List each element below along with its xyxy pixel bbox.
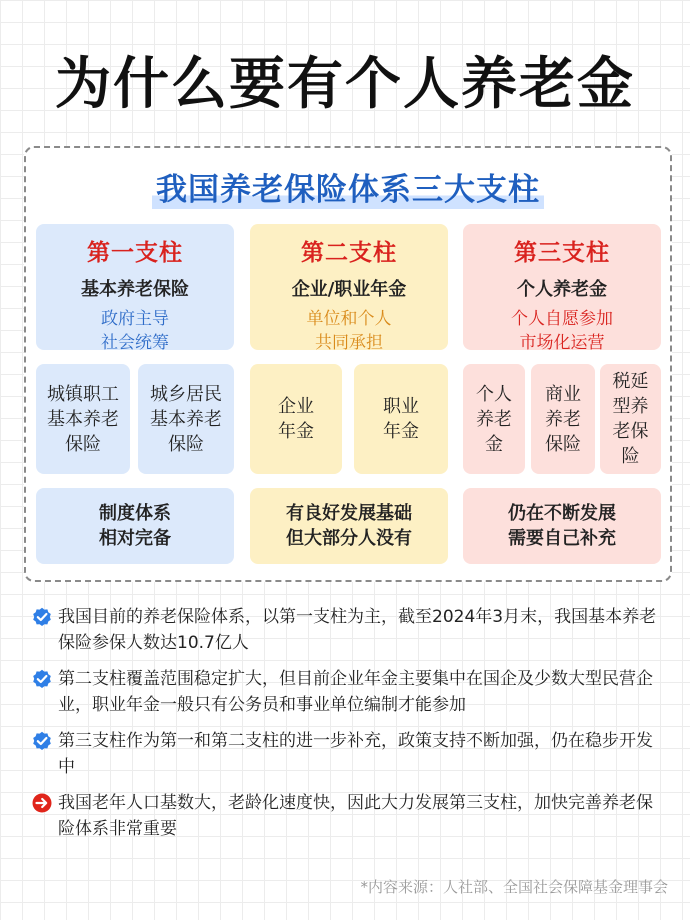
pillar-2-item-2: 职业 年金 <box>354 364 448 474</box>
bullet-text-2: 第二支柱覆盖范围稳定扩大，但目前企业年金主要集中在国企及少数大型民营企业，职业年金一般只有公务员和事业单位编制才能参加 <box>58 669 653 715</box>
check-badge-icon <box>32 607 52 627</box>
pillar-3-summary: 仍在不断发展 需要自己补充 <box>463 488 661 564</box>
check-badge-icon <box>32 731 52 751</box>
pillar-3-item-3: 税延 型养 老保 险 <box>600 364 661 474</box>
pillar-3-header <box>463 224 661 353</box>
pillar-2-summary: 有良好发展基础 但大部分人没有 <box>250 488 448 564</box>
pillars-frame <box>24 146 672 582</box>
bullet-text-4: 我国老年人口基数大，老龄化速度快，因此大力发展第三支柱，加快完善养老保险体系非常重要 <box>58 793 653 839</box>
pillar-1-note-1: 政府主导 <box>101 309 169 329</box>
arrow-right-circle-icon <box>32 793 52 813</box>
pillar-2-item-1: 企业 年金 <box>250 364 342 474</box>
pillar-1-item-1: 城镇职工 基本养老 保险 <box>36 364 130 474</box>
pillar-1-item-2: 城乡居民 基本养老 保险 <box>138 364 234 474</box>
source-note: *内容来源：人社部、全国社会保障基金理事会 <box>360 878 668 896</box>
pillar-2-title: 第二支柱 <box>301 240 397 266</box>
page-title: 为什么要有个人养老金 <box>55 52 635 117</box>
pillar-1-note-2: 社会统筹 <box>101 333 169 353</box>
check-badge-icon <box>32 669 52 689</box>
pillar-1-subtitle: 基本养老保险 <box>81 279 189 300</box>
pillar-3-note-1: 个人自愿参加 <box>511 309 613 329</box>
pillar-2-note-1: 单位和个人 <box>306 309 392 329</box>
pillar-3-note-2: 市场化运营 <box>519 333 605 353</box>
section-subtitle: 我国养老保险体系三大支柱 <box>152 164 544 209</box>
pillar-3-subtitle: 个人养老金 <box>517 279 607 300</box>
pillar-1-summary: 制度体系 相对完备 <box>36 488 234 564</box>
bullet-text-3: 第三支柱作为第一和第二支柱的进一步补充，政策支持不断加强，仍在稳步开发中 <box>58 731 653 777</box>
pillar-3-item-1: 个人 养老 金 <box>463 364 525 474</box>
pillar-2-subtitle: 企业/职业年金 <box>291 279 407 300</box>
bullet-text-1: 我国目前的养老保险体系，以第一支柱为主，截至2024年3月末，我国基本养老保险参保人数达10.7亿人 <box>58 607 657 653</box>
pillar-3-item-2: 商业 养老 保险 <box>531 364 595 474</box>
pillar-3-title: 第三支柱 <box>514 240 610 266</box>
pillar-2-note-2: 共同承担 <box>315 333 383 353</box>
pillar-2-header <box>250 224 448 353</box>
pillar-1-title: 第一支柱 <box>87 240 183 266</box>
pillar-1-header <box>36 224 234 353</box>
